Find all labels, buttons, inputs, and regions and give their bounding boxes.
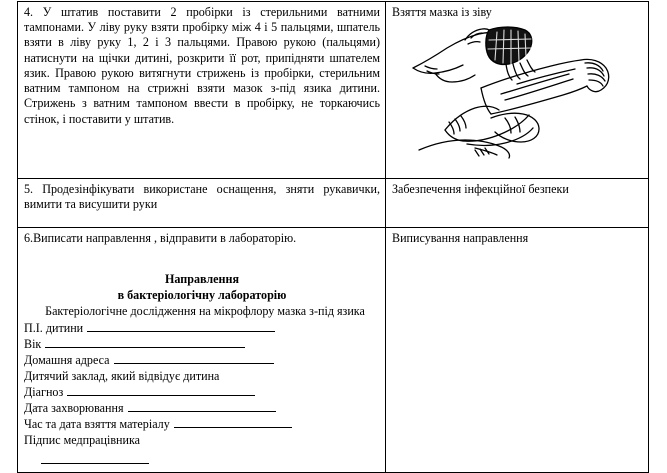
field-label-diagnosis: Діагноз <box>24 384 64 399</box>
referral-form <box>24 272 380 463</box>
field-row-child-name <box>24 321 380 337</box>
field-row-staff-signature <box>24 433 380 449</box>
field-label-sample-datetime: Час та дата взяття матеріалу <box>24 416 170 431</box>
step-5-rationale-label: Забезпечення інфекційної безпеки <box>392 182 569 196</box>
field-row-childcare-facility <box>24 369 380 385</box>
field-input-child-name[interactable] <box>87 322 275 332</box>
field-input-illness-date[interactable] <box>128 402 276 412</box>
step-5-text: 5. Продезінфікувати використане оснащення, зняти рукавички, вимити та висушити руки <box>24 182 380 212</box>
table-row <box>18 2 649 179</box>
field-row-age <box>24 337 380 353</box>
step-4-description-cell <box>18 2 386 179</box>
referral-title-line1: Направлення <box>164 272 240 287</box>
field-label-illness-date: Дата захворювання <box>24 400 124 415</box>
field-label-staff-signature: Підпис медпрацівника <box>24 432 141 447</box>
field-input-diagnosis[interactable] <box>67 386 255 396</box>
hands-holding-test-tube-illustration <box>392 22 643 164</box>
field-row-diagnosis <box>24 385 380 401</box>
signature-line[interactable] <box>41 463 149 464</box>
field-row-home-address <box>24 353 380 369</box>
step-4-text: 4. У штатив поставити 2 пробірки із стерильними ватними тампонами. У ліву руку взяти пробірку між 4 і 5 пальцями, шпатель взяти в ліву руку 1, 2 і 3 пальцями. Правою рукою (пальцями) натиснути на щічки дитині, розкрити її рот, припідняти шпателем язик. Правою рукою витягнути стрижень із пробірки, стерильним ватним тампоном на стрижні взяти мазок з-під язика дитини. Стрижень з ватним тампоном ввести в пробірку, не торкаючись стінок, і поставити у штатив. <box>24 5 380 126</box>
field-input-age[interactable] <box>45 338 245 348</box>
table-row <box>18 228 649 473</box>
step-6-text: 6.Виписати направлення , відправити в лабораторію. <box>24 231 297 245</box>
field-label-childcare-facility: Дитячий заклад, який відвідує дитина <box>24 368 220 383</box>
step-6-description-cell <box>18 228 386 473</box>
field-label-home-address: Домашня адреса <box>24 352 110 367</box>
step-6-rationale-label: Виписування направлення <box>392 231 529 245</box>
step-4-rationale-label: Взяття мазка із зіву <box>392 5 492 19</box>
referral-subject: Бактеріологічне дослідження на мікрофлору мазка з-під язика <box>45 304 365 319</box>
field-label-age: Вік <box>24 336 42 351</box>
field-input-home-address[interactable] <box>114 354 274 364</box>
field-input-sample-datetime[interactable] <box>174 418 292 428</box>
field-row-illness-date <box>24 401 380 417</box>
referral-fields <box>24 321 380 464</box>
step-6-rationale-cell <box>386 228 649 473</box>
step-5-description-cell <box>18 179 386 228</box>
referral-title-line2: в бактеріологічну лабораторію <box>117 287 287 302</box>
field-label-child-name: П.І. дитини <box>24 320 84 335</box>
procedure-table <box>17 1 649 473</box>
table-row <box>18 179 649 228</box>
step-4-rationale-cell <box>386 2 649 179</box>
field-row-sample-datetime <box>24 417 380 433</box>
step-5-rationale-cell <box>386 179 649 228</box>
